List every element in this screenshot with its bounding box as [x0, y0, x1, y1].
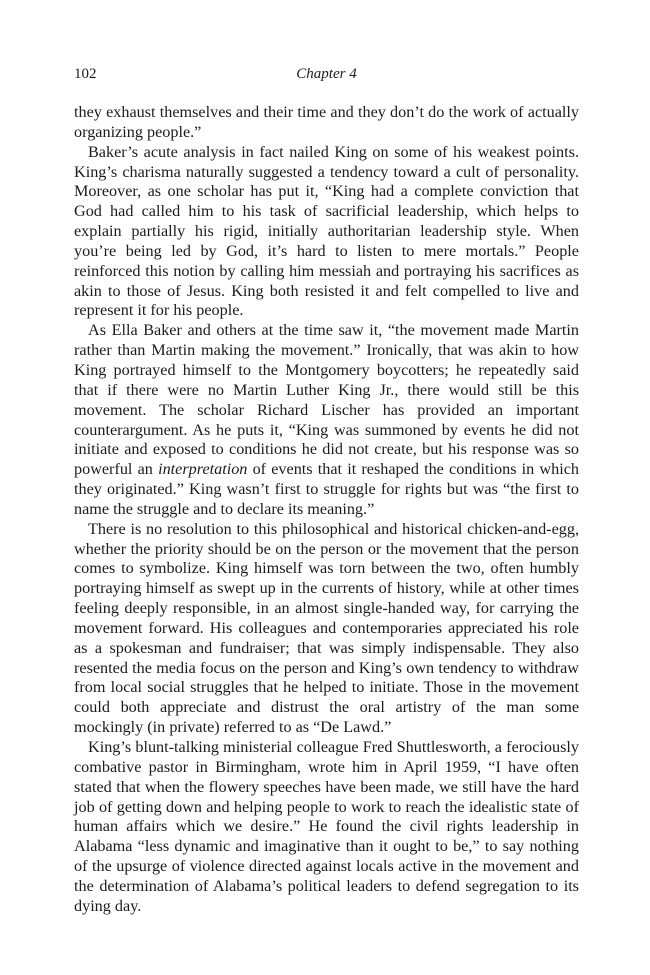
- paragraph-chicken-and-egg: There is no resolution to this philosophical and historical chicken-and-egg, whether the priority should be on the person or the movement that the person comes to symbolize. King himself was torn between the two, often humbly portraying himself as swept up in the currents of history, while at other times feeling deeply responsible, in an almost single-handed way, for carrying the movement forward. His colleagues and contemporaries appreciated his role as a spokesman and fundraiser; that was simply indispensable. They also resented the media focus on the person and King’s own tendency to withdraw from local social struggles that he helped to initiate. Those in the movement could both appreciate and distrust the oral artistry of the man some mockingly (in private) referred to as “De Lawd.”: [74, 519, 579, 737]
- italic-emphasis: interpretation: [158, 460, 248, 479]
- chapter-title: Chapter 4: [296, 66, 357, 82]
- body-text: [74, 103, 579, 917]
- paragraph-ella-baker: [74, 321, 579, 519]
- paragraph-baker-analysis: Baker’s acute analysis in fact nailed King on some of his weakest points. King’s charisma naturally suggested a tendency toward a cult of personality. Moreover, as one scholar has put it, “King had a complete conviction that God had called him to his task of sacrificial leadership, which helps to explain partially his rigid, initially authoritarian leadership style. When you’re being led by God, it’s hard to listen to mere mortals.” People reinforced this notion by calling him messiah and portraying his sacrifices as akin to those of Jesus. King both resisted it and felt compelled to live and represent it for his people.: [74, 142, 579, 320]
- running-head: [74, 66, 579, 90]
- paragraph-text-segment: As Ella Baker and others at the time saw it, “the movement made Martin rather than Martin making the movement.” Ironically, that was akin to how King portrayed himself to the Montgomery boycotters; he repeatedly said that if there were no Martin Luther King Jr., there would still be this movement. The scholar Richard Lischer has provided an important counterargument. As he puts it, “King was summoned by events he did not initiate and exposed to conditions he did not create, but his response was so powerful an: [74, 321, 579, 479]
- paragraph-continued: they exhaust themselves and their time and they don’t do the work of actually organizing people.”: [74, 103, 579, 141]
- paragraph-text-segment: of events that it reshaped the conditions in which they originated.” King wasn’t first to struggle for rights but was “the first to name the struggle and to declare its meaning.”: [74, 460, 579, 518]
- page-number: 102: [74, 66, 97, 82]
- paragraph-shuttlesworth: King’s blunt-talking ministerial colleague Fred Shuttlesworth, a ferociously combative pastor in Birmingham, wrote him in April 1959, “I have often stated that when the flowery speeches have been made, we still have the hard job of getting down and helping people to work to reach the idealistic state of human affairs which we desire.” He found the civil rights leadership in Alabama “less dynamic and imaginative than it ought to be,” to say nothing of the upsurge of violence directed against locals active in the movement and the determination of Alabama’s political leaders to defend segregation to its dying day.: [74, 738, 579, 915]
